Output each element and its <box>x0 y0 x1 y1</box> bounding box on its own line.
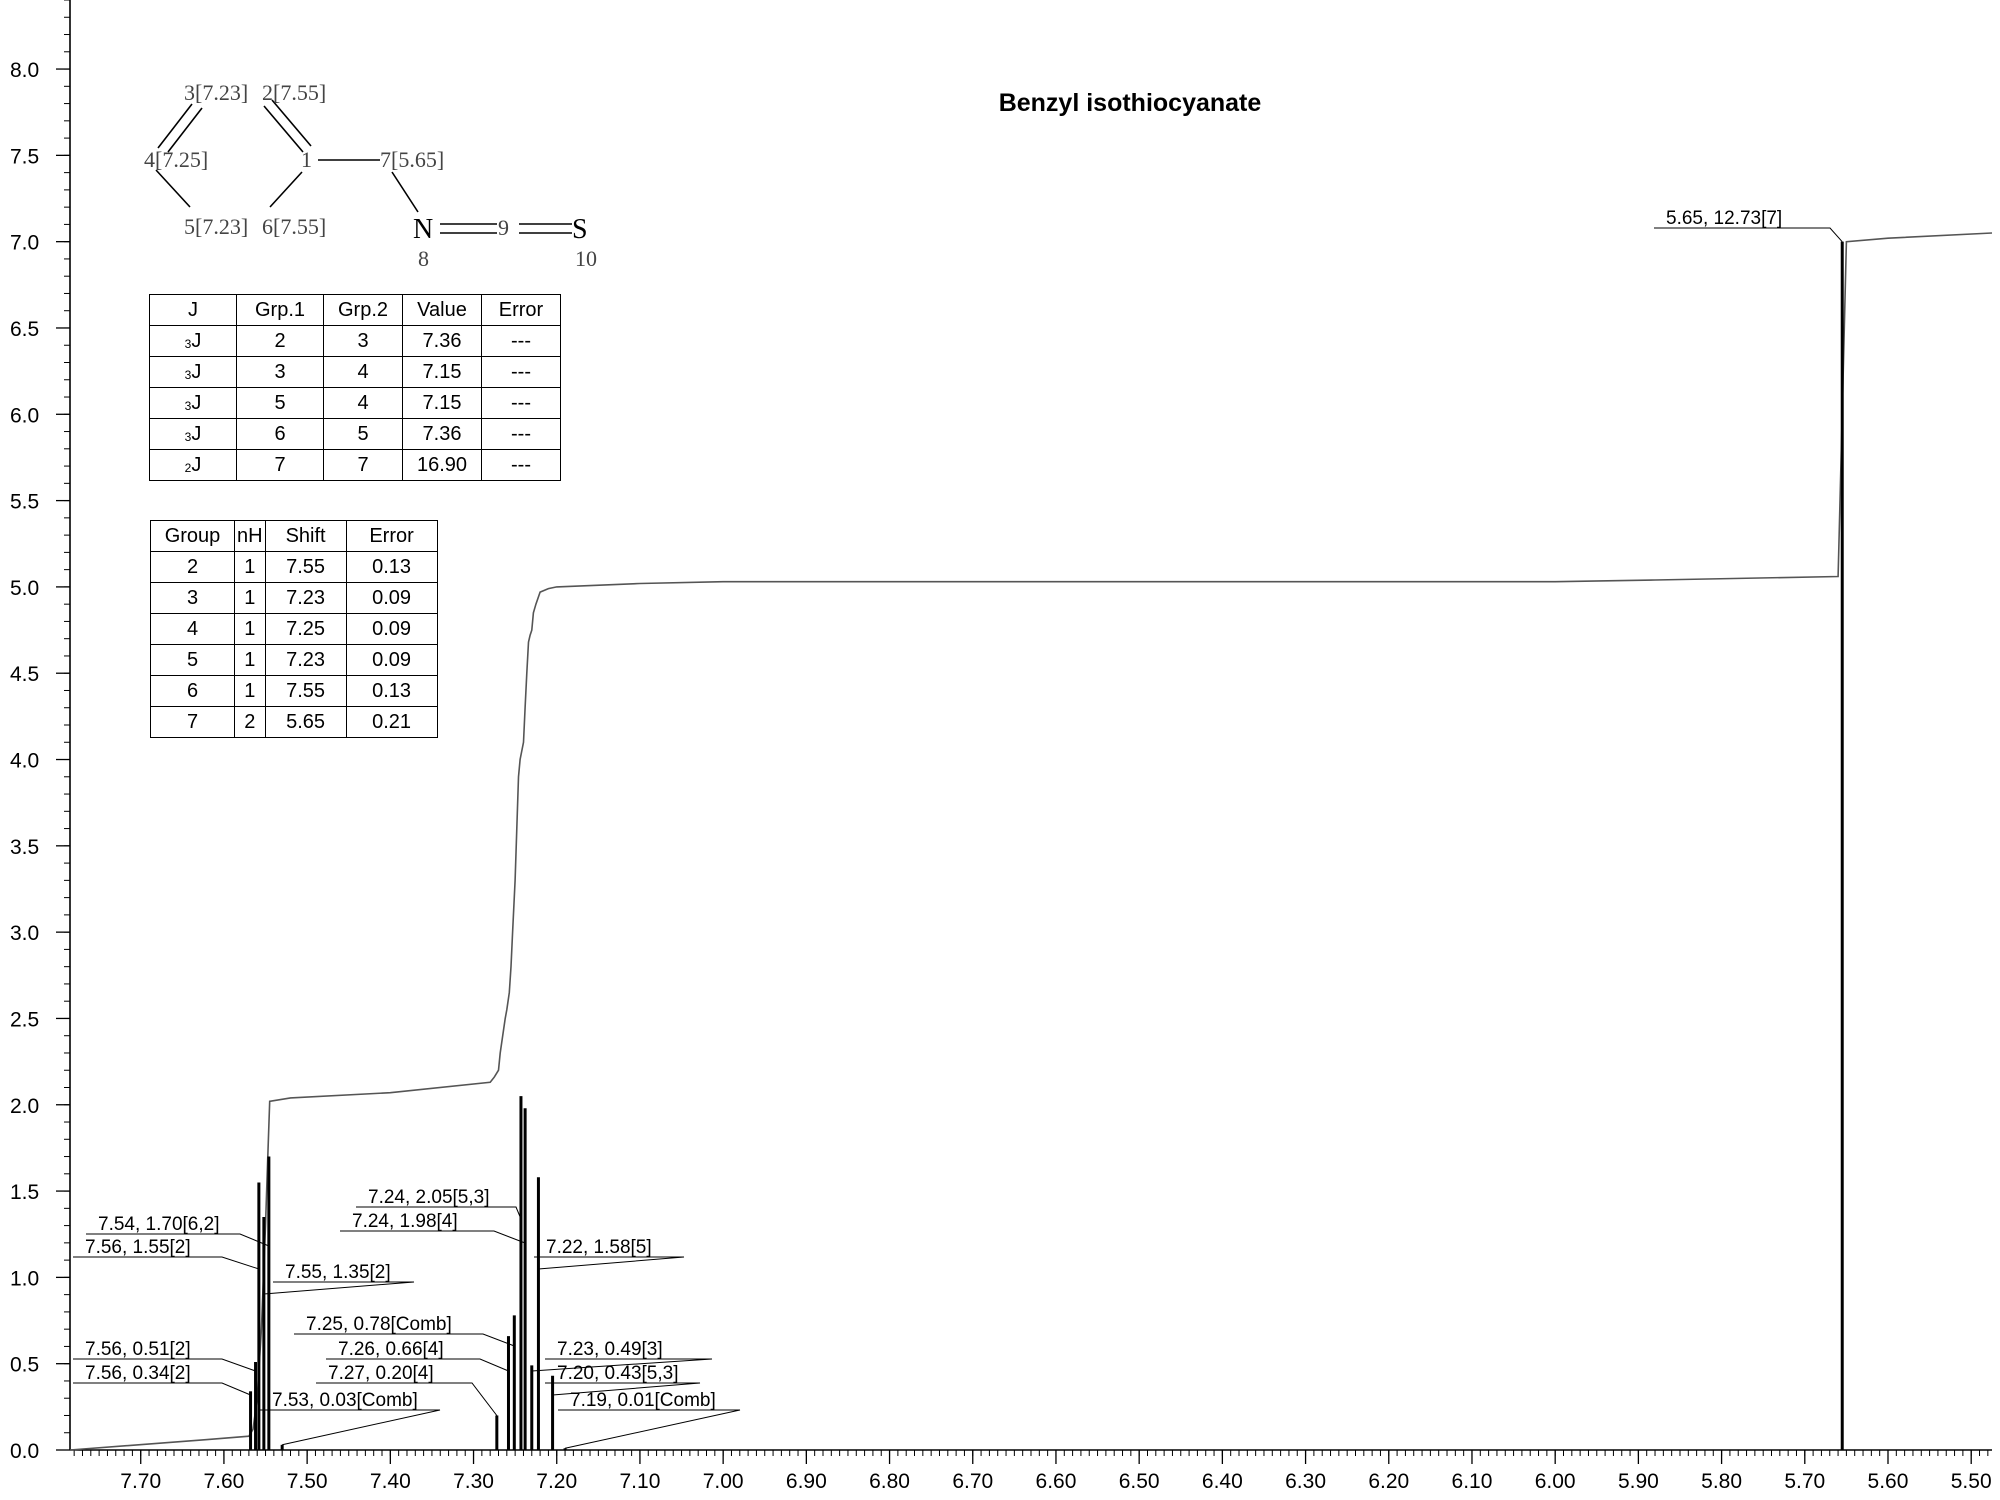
y-tick-label: 2.5 <box>10 1008 40 1032</box>
table-row <box>150 388 561 419</box>
grp1-cell: 7 <box>237 450 324 481</box>
error-cell: 0.21 <box>346 707 437 738</box>
header-cell: Grp.1 <box>237 295 324 326</box>
header-cell: Value <box>403 295 482 326</box>
peak-label-text: 5.65, 12.73[7] <box>1666 208 1783 229</box>
table-row <box>151 707 438 738</box>
value-cell: 7.36 <box>403 326 482 357</box>
x-tick-label: 6.80 <box>869 1470 910 1493</box>
peak-label-text: 7.56, 0.34[2] <box>85 1363 191 1384</box>
table-row <box>151 645 438 676</box>
nh-cell: 2 <box>235 707 266 738</box>
atom-label-1: 1 <box>301 147 312 172</box>
table-row <box>150 419 561 450</box>
y-tick-label: 5.0 <box>10 576 40 600</box>
molecule-labels <box>144 80 597 271</box>
x-tick-label: 6.40 <box>1201 1470 1243 1493</box>
shift-cell: 7.23 <box>265 645 346 676</box>
peak-label <box>260 1390 440 1445</box>
peak-label-text: 7.24, 2.05[5,3] <box>368 1187 490 1208</box>
shift-cell: 7.55 <box>265 676 346 707</box>
peak-label-text: 7.24, 1.98[4] <box>352 1211 458 1232</box>
y-tick-label: 6.5 <box>10 317 40 341</box>
atom-label-7: 7[5.65] <box>380 147 445 172</box>
nh-cell: 1 <box>235 614 266 645</box>
y-tick-label: 4.5 <box>10 663 40 687</box>
x-tick-label: 5.50 <box>1950 1470 1992 1493</box>
x-tick-label: 6.20 <box>1368 1470 1410 1493</box>
header-cell: Grp.2 <box>324 295 403 326</box>
coupling-table <box>149 294 561 481</box>
grp2-cell: 5 <box>324 419 403 450</box>
y-tick-label: 7.0 <box>10 231 40 255</box>
table-row <box>150 450 561 481</box>
atom-label-10: 10 <box>575 246 597 271</box>
error-cell: 0.13 <box>346 676 437 707</box>
group-cell: 4 <box>151 614 235 645</box>
nh-cell: 1 <box>235 645 266 676</box>
error-cell: --- <box>482 388 561 419</box>
peak-label-text: 7.27, 0.20[4] <box>328 1363 434 1384</box>
value-cell: 7.36 <box>403 419 482 450</box>
grp1-cell: 6 <box>237 419 324 450</box>
error-cell: 0.13 <box>346 552 437 583</box>
coupling-table-header <box>150 295 561 326</box>
y-tick-label: 6.0 <box>10 404 40 428</box>
group-table-header <box>151 521 438 552</box>
y-tick-label: 3.5 <box>10 835 40 859</box>
peak-label-leader <box>260 1410 440 1445</box>
x-tick-label: 7.30 <box>453 1470 494 1493</box>
value-cell: 7.15 <box>403 388 482 419</box>
peak-label-leader <box>340 1231 525 1243</box>
x-tick-label: 6.50 <box>1118 1470 1160 1493</box>
nh-cell: 1 <box>235 676 266 707</box>
j-cell <box>150 388 237 419</box>
peak-label <box>534 1237 684 1269</box>
peak-label-text: 7.20, 0.43[5,3] <box>557 1363 679 1384</box>
group-cell: 2 <box>151 552 235 583</box>
error-cell: --- <box>482 419 561 450</box>
y-tick-label: 7.5 <box>10 145 40 169</box>
x-tick-label: 6.10 <box>1451 1470 1493 1493</box>
table-row <box>150 357 561 388</box>
x-tick-label: 7.10 <box>619 1470 661 1493</box>
peak-label-text: 7.54, 1.70[6,2] <box>98 1214 220 1235</box>
header-cell: J <box>150 295 237 326</box>
grp2-cell: 3 <box>324 326 403 357</box>
peak-label-leader <box>1654 228 1842 242</box>
error-cell: 0.09 <box>346 645 437 676</box>
peak-label-text: 7.25, 0.78[Comb] <box>306 1314 452 1335</box>
peak-label-leader <box>264 1282 414 1294</box>
peak-label-text: 7.53, 0.03[Comb] <box>272 1390 418 1411</box>
table-row <box>151 552 438 583</box>
peak-label-leader <box>73 1257 259 1269</box>
j-symbol: J <box>191 391 202 414</box>
x-tick-label: 7.40 <box>369 1470 411 1493</box>
peak-label <box>264 1262 414 1294</box>
header-cell: Group <box>151 521 235 552</box>
peak-label-text: 7.26, 0.66[4] <box>338 1339 444 1360</box>
atom-label-n: N <box>413 214 434 245</box>
grp2-cell: 7 <box>324 450 403 481</box>
j-order: 3 <box>184 367 192 382</box>
x-tick-label: 7.60 <box>203 1470 245 1493</box>
grp1-cell: 5 <box>237 388 324 419</box>
x-tick-label: 7.00 <box>702 1470 744 1493</box>
x-tick-label: 6.60 <box>1035 1470 1077 1493</box>
table-row <box>151 583 438 614</box>
j-symbol: J <box>191 422 202 445</box>
atom-label-4: 4[7.25] <box>144 147 209 172</box>
peak-label <box>1654 208 1842 242</box>
x-tick-label: 5.70 <box>1784 1470 1826 1493</box>
x-tick-label: 6.00 <box>1534 1470 1576 1493</box>
nh-cell: 1 <box>235 552 266 583</box>
j-symbol: J <box>191 329 202 352</box>
error-cell: --- <box>482 450 561 481</box>
j-order: 3 <box>184 336 192 351</box>
y-tick-label: 0.0 <box>10 1440 40 1463</box>
y-tick-label: 0.5 <box>10 1353 40 1377</box>
x-tick-label: 5.60 <box>1867 1470 1909 1493</box>
group-table <box>150 520 438 738</box>
peak-label-leader <box>558 1410 740 1448</box>
error-cell: 0.09 <box>346 583 437 614</box>
x-tick-label: 7.50 <box>286 1470 328 1493</box>
header-cell: Error <box>346 521 437 552</box>
x-tick-label: 5.90 <box>1617 1470 1659 1493</box>
header-cell: Error <box>482 295 561 326</box>
shift-cell: 5.65 <box>265 707 346 738</box>
error-cell: --- <box>482 326 561 357</box>
peak-label <box>73 1237 259 1269</box>
error-cell: --- <box>482 357 561 388</box>
y-tick-label: 1.5 <box>10 1181 40 1205</box>
shift-cell: 7.23 <box>265 583 346 614</box>
group-cell: 6 <box>151 676 235 707</box>
j-cell <box>150 326 237 357</box>
header-cell: nH <box>235 521 266 552</box>
peak-label-text: 7.56, 1.55[2] <box>85 1237 191 1258</box>
y-tick-label: 3.0 <box>10 922 40 946</box>
group-cell: 3 <box>151 583 235 614</box>
y-tick-label: 8.0 <box>10 59 40 83</box>
j-order: 2 <box>184 460 192 475</box>
j-symbol: J <box>191 360 202 383</box>
header-cell: Shift <box>265 521 346 552</box>
atom-label-9: 9 <box>498 215 509 240</box>
y-tick-label: 1.0 <box>10 1267 40 1291</box>
table-row <box>150 326 561 357</box>
peak-label-text: 7.23, 0.49[3] <box>557 1339 663 1360</box>
x-tick-label: 5.80 <box>1701 1470 1743 1493</box>
peak-label-text: 7.55, 1.35[2] <box>285 1262 391 1283</box>
peak-label-text: 7.19, 0.01[Comb] <box>570 1390 716 1411</box>
atom-label-8: 8 <box>418 246 429 271</box>
grp2-cell: 4 <box>324 388 403 419</box>
peak-label <box>340 1211 525 1243</box>
y-tick-label: 2.0 <box>10 1094 40 1118</box>
x-tick-label: 6.70 <box>952 1470 994 1493</box>
j-order: 3 <box>184 398 192 413</box>
x-tick-label: 7.20 <box>536 1470 578 1493</box>
group-cell: 7 <box>151 707 235 738</box>
atom-label-6: 6[7.55] <box>262 214 327 239</box>
x-tick-label: 6.30 <box>1285 1470 1327 1493</box>
shift-cell: 7.55 <box>265 552 346 583</box>
peak-label <box>558 1390 740 1448</box>
shift-cell: 7.25 <box>265 614 346 645</box>
atom-label-3: 3[7.23] <box>184 80 249 105</box>
peak-label-leader <box>73 1383 251 1395</box>
peak-label <box>73 1363 251 1395</box>
grp1-cell: 2 <box>237 326 324 357</box>
chart-title: Benzyl isothiocyanate <box>998 89 1262 117</box>
j-order: 3 <box>184 429 192 444</box>
peak-label-text: 7.22, 1.58[5] <box>546 1237 652 1258</box>
j-cell <box>150 357 237 388</box>
table-row <box>151 676 438 707</box>
peak-label-leader <box>534 1257 684 1269</box>
grp1-cell: 3 <box>237 357 324 388</box>
atom-label-5: 5[7.23] <box>184 214 249 239</box>
j-cell <box>150 450 237 481</box>
atom-label-2: 2[7.55] <box>262 80 327 105</box>
value-cell: 7.15 <box>403 357 482 388</box>
group-cell: 5 <box>151 645 235 676</box>
peak-label-text: 7.56, 0.51[2] <box>85 1339 191 1360</box>
x-tick-label: 7.70 <box>120 1470 162 1493</box>
x-tick-label: 6.90 <box>785 1470 827 1493</box>
nh-cell: 1 <box>235 583 266 614</box>
error-cell: 0.09 <box>346 614 437 645</box>
value-cell: 16.90 <box>403 450 482 481</box>
grp2-cell: 4 <box>324 357 403 388</box>
y-tick-label: 5.5 <box>10 490 40 514</box>
j-symbol: J <box>191 453 202 476</box>
j-cell <box>150 419 237 450</box>
table-row <box>151 614 438 645</box>
y-tick-label: 4.0 <box>10 749 40 773</box>
atom-label-s: S <box>572 214 588 245</box>
